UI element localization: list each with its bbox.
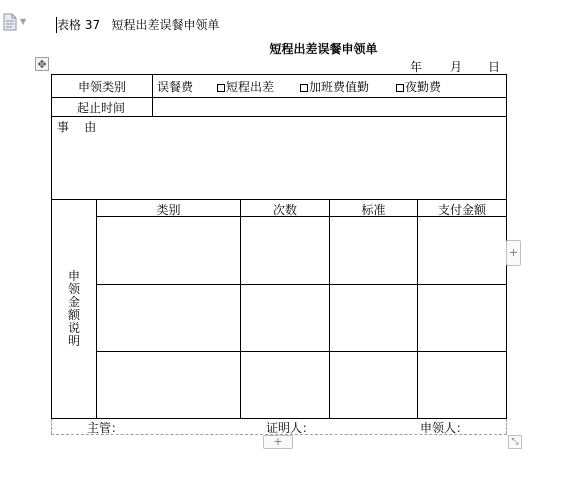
table-row[interactable] xyxy=(97,285,506,351)
add-row-icon[interactable]: + xyxy=(263,435,293,449)
add-column-icon[interactable]: + xyxy=(506,240,521,266)
meal-fee-option: 误餐费 xyxy=(157,80,194,94)
date-year: 年 xyxy=(410,60,423,74)
amount-explanation-label: 申 领 金 额 说 明 xyxy=(67,269,80,348)
reason-label: 事 由 xyxy=(57,120,97,134)
applicant-label: 申领人： xyxy=(420,421,469,435)
form-title: 短程出差误餐申领单 xyxy=(269,42,378,56)
header-category: 类别 xyxy=(156,203,181,217)
table-row[interactable] xyxy=(97,217,506,284)
header-amount: 支付金额 xyxy=(437,203,486,217)
date-day: 日 xyxy=(488,60,501,74)
overtime-duty-option[interactable]: 加班费值勤 xyxy=(300,78,369,95)
date-month: 月 xyxy=(450,60,463,74)
claim-type-label: 申领类别 xyxy=(78,80,127,94)
checkbox-icon[interactable] xyxy=(300,84,308,92)
short-trip-option[interactable]: 短程出差 xyxy=(217,78,274,95)
header-count: 次数 xyxy=(272,203,297,217)
document-icon[interactable] xyxy=(2,13,18,31)
reason-field[interactable] xyxy=(52,134,505,198)
dropdown-caret-icon[interactable]: ▼ xyxy=(20,17,27,26)
time-range-field[interactable] xyxy=(153,98,505,115)
resize-icon[interactable]: ⤡ xyxy=(508,435,522,449)
checkbox-icon[interactable] xyxy=(396,84,404,92)
night-duty-option[interactable]: 夜勤费 xyxy=(396,78,441,95)
supervisor-label: 主管： xyxy=(87,421,124,435)
table-row[interactable] xyxy=(97,352,506,418)
time-range-label: 起止时间 xyxy=(77,101,126,115)
table-move-icon[interactable]: ✥ xyxy=(35,57,49,71)
table-caption: 表格 37 短程出差误餐申领单 xyxy=(57,18,220,32)
header-standard: 标准 xyxy=(361,203,386,217)
witness-label: 证明人： xyxy=(266,421,315,435)
checkbox-icon[interactable] xyxy=(217,84,225,92)
